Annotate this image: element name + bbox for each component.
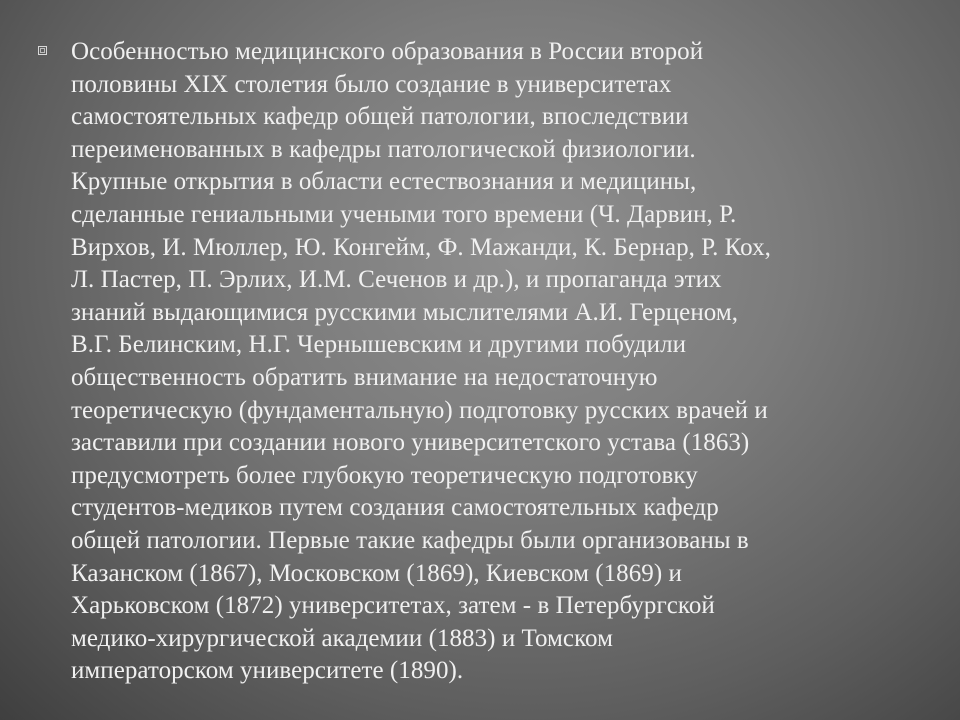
- slide-content: [38, 36, 928, 688]
- slide-paragraph: Особенностью медицинского образования в России второй половины XIX столетия было создание в университетах самостоятельных кафедр общей патологии, впоследствии переименованных в кафедры патологической физиологии. Крупные открытия в области естествознания и медицины, сделанные гениальными учеными того времени (Ч. Дарвин, Р. Вирхов, И. Мюллер, Ю. Конгейм, Ф. Мажанди, К. Бернар, Р. Кох, Л. Пастер, П. Эрлих, И.М. Сеченов и др.), и пропаганда этих знаний выдающимися русскими мыслителями А.И. Герценом, В.Г. Белинским, Н.Г. Чернышевским и другими побудили общественность обратить внимание на недостаточную теоретическую (фундаментальную) подготовку русских врачей и заставили при создании нового университетского устава (1863) предусмотреть более глубокую теоретическую подготовку студентов-медиков путем создания самостоятельных кафедр общей патологии. Первые такие кафедры были организованы в Казанском (1867), Московском (1869), Киевском (1869) и Харьковском (1872) университетах, затем - в Петербургской медико-хирургической академии (1883) и Томском императорском университете (1890).: [71, 38, 771, 685]
- square-bullet-icon: [38, 46, 47, 55]
- bullet-item: [38, 36, 928, 688]
